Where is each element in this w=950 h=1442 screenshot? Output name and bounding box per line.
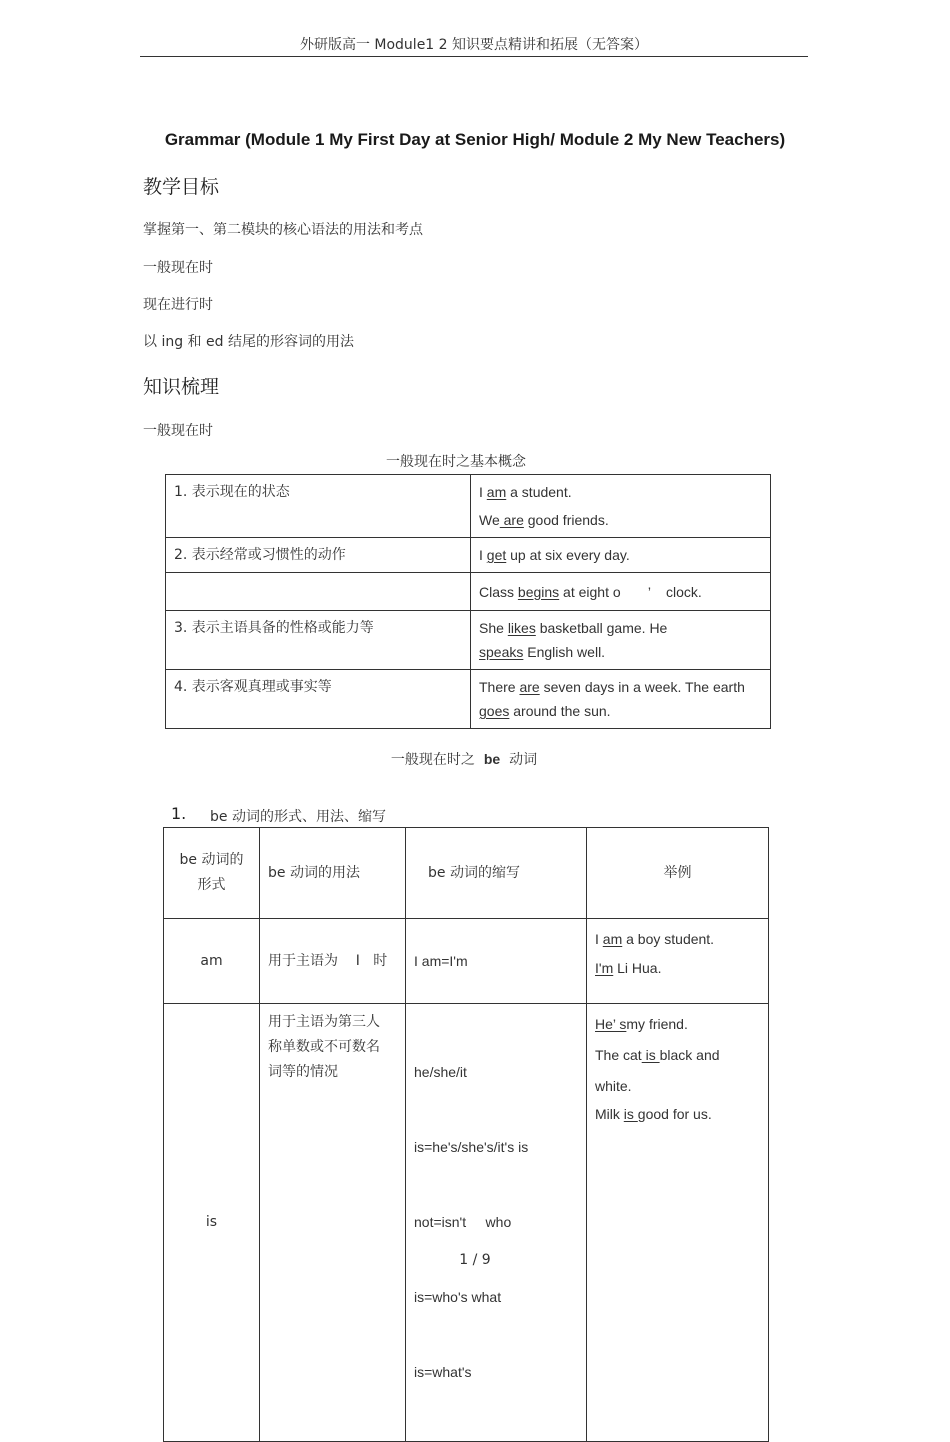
table-cell: I am=I'm [406,919,587,1004]
table-cell: 2. 表示经常或习惯性的动作 [166,538,471,573]
table-cell: is [164,1004,260,1442]
table-cell: he/she/it is=he's/she's/it's is not=isn't who is=who's what is=what's [406,1004,587,1442]
subsection-title: 一般现在时 [143,423,213,439]
example-line: I am a student. [479,484,572,500]
table-row [166,611,771,670]
example-line: There are seven days in a week. The earth [479,679,745,695]
table-cell [587,919,769,1004]
header-cell: 举例 [587,828,769,919]
header-rule [140,56,808,57]
table-row [166,475,771,538]
page-number: 1 / 9 [459,1252,491,1268]
table-cell [471,670,771,729]
example-line: speaks English well. [479,644,606,660]
knowledge-heading: 知识梳理 [143,376,220,398]
page-header: 外研版高一 Module1 2 知识要点精讲和拓展（无答案） [299,37,649,53]
objective-item: 一般现在时 [143,260,213,276]
example-line: goes around the sun. [479,703,611,719]
objective-item: 现在进行时 [143,297,213,313]
example-line: Class begins at eight o ’ clock. [479,583,702,600]
be-verb-table [163,827,769,1442]
list-number: 1. [171,804,187,823]
example-line: white. [595,1078,632,1094]
document-title: Grammar (Module 1 My First Day at Senior High/ Module 2 My New Teachers) [164,130,786,149]
table-cell [471,475,771,538]
table-cell: 3. 表示主语具备的性格或能力等 [166,611,471,670]
objective-item: 掌握第一、第二模块的核心语法的用法和考点 [143,222,423,238]
table-cell [166,573,471,611]
example-line: I am a boy student. [595,931,715,947]
example-line: The cat is black and [595,1047,720,1063]
header-cell: be 动词的用法 [260,828,406,919]
header-cell: be 动词的 形式 [164,828,260,919]
table-cell [471,573,771,611]
table-cell: 用于主语为第三人 称单数或不可数名 词等的情况 [260,1004,406,1442]
table-row [164,1004,769,1442]
table-row [164,828,769,919]
table-row [166,670,771,729]
example-line: Milk is good for us. [595,1106,712,1122]
table-cell: 4. 表示客观真理或事实等 [166,670,471,729]
table-cell: am [164,919,260,1004]
table-cell [587,1004,769,1442]
table2-caption: 一般现在时之 be 动词 [390,751,538,768]
table-row [166,538,771,573]
basic-concept-table [165,474,771,729]
table-cell: 1. 表示现在的状态 [166,475,471,538]
example-line: We are good friends. [479,512,609,528]
example-line: He’ smy friend. [595,1016,688,1032]
example-line: I'm Li Hua. [595,960,662,976]
objective-item: 以 ing 和 ed 结尾的形容词的用法 [143,334,354,350]
table-cell [471,611,771,670]
example-line: I get up at six every day. [479,547,630,563]
table-row [164,919,769,1004]
table-cell: 用于主语为 I 时 [260,919,406,1004]
table-cell [471,538,771,573]
list-text: be 动词的形式、用法、缩写 [210,809,386,825]
example-line: She likes basketball game. He [479,620,668,636]
table1-caption: 一般现在时之基本概念 [386,454,526,470]
table-row [166,573,771,611]
objectives-heading: 教学目标 [143,176,220,198]
header-cell: be 动词的缩写 [406,828,587,919]
